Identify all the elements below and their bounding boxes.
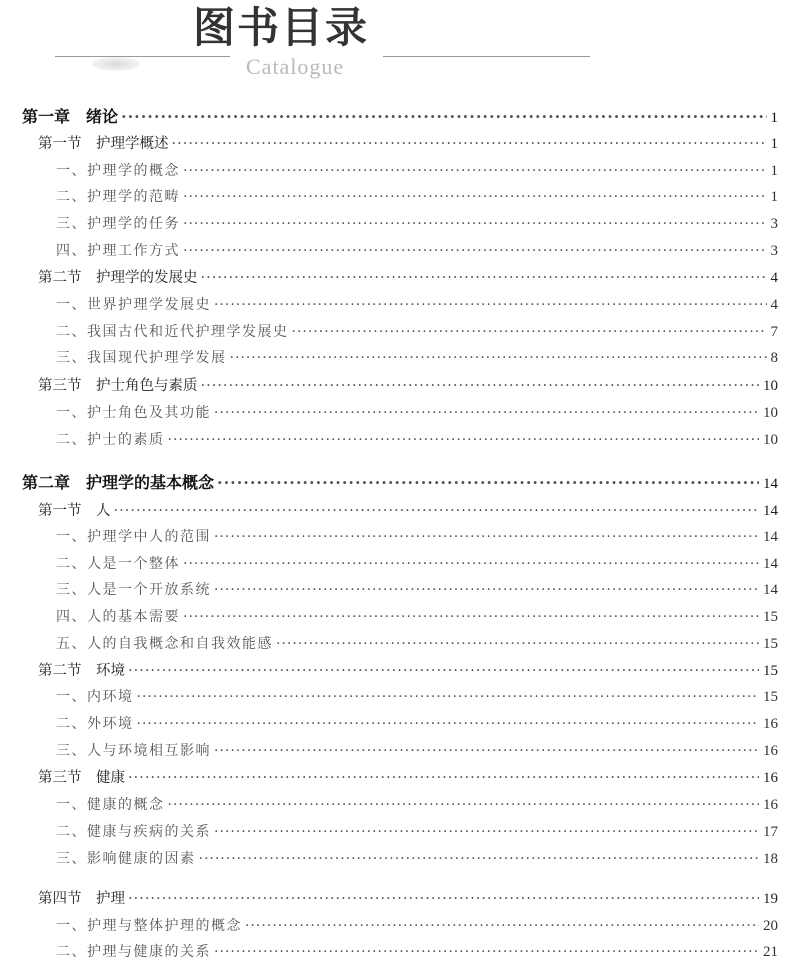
dot-leader (183, 240, 767, 262)
dot-leader (214, 526, 759, 548)
dot-leader (201, 267, 767, 289)
toc-item-row (56, 402, 778, 424)
toc-entry-title: 第四节 护理 (38, 891, 125, 907)
toc-entry-title: 二、我国古代和近代护理学发展史 (56, 324, 289, 340)
dot-leader (183, 553, 759, 575)
toc-page-number: 8 (770, 350, 778, 366)
dot-leader (214, 579, 759, 601)
toc-page-number: 7 (770, 324, 778, 340)
toc-page-number: 19 (763, 891, 778, 907)
toc-item-row (56, 294, 778, 316)
toc-section-row (38, 888, 778, 910)
dot-leader (128, 767, 759, 789)
toc-page-number: 3 (770, 216, 778, 232)
toc-page-number: 10 (763, 405, 778, 421)
catalogue-header (0, 0, 800, 100)
dot-leader (137, 686, 760, 708)
toc-page-number: 14 (763, 529, 778, 545)
toc-entry-title: 一、护理与整体护理的概念 (56, 918, 242, 934)
toc-entry-title: 二、健康与疾病的关系 (56, 824, 211, 840)
dot-leader (183, 213, 767, 235)
dot-leader (214, 294, 767, 316)
toc-item-row (56, 848, 778, 870)
toc-entry-title: 三、我国现代护理学发展 (56, 350, 227, 366)
toc-page-number: 1 (770, 189, 778, 205)
toc-entry-title: 第一章 绪论 (22, 107, 119, 126)
toc-entry-title: 一、内环境 (56, 689, 134, 705)
dot-leader (214, 402, 759, 424)
toc-page-number: 16 (763, 743, 778, 759)
toc-entry-title: 第一节 人 (38, 503, 111, 519)
dot-leader (168, 429, 760, 451)
toc-item-row (56, 579, 778, 601)
toc-page-number: 3 (770, 243, 778, 259)
dot-leader (128, 660, 759, 682)
dot-leader (217, 472, 759, 494)
toc-item-row (56, 713, 778, 735)
toc-entry-title: 四、人的基本需要 (56, 609, 180, 625)
toc-item-row (56, 321, 778, 343)
toc-item-row (56, 553, 778, 575)
toc-entry-title: 三、护理学的任务 (56, 216, 180, 232)
toc-item-row (56, 915, 778, 937)
dot-leader (230, 347, 767, 369)
toc-page-number: 16 (763, 716, 778, 732)
dot-leader (172, 133, 767, 155)
toc-entry-title: 二、护理学的范畴 (56, 189, 180, 205)
toc-section-row (38, 660, 778, 682)
toc-page-number: 18 (763, 851, 778, 867)
toc-entry-title: 二、护士的素质 (56, 432, 165, 448)
toc-entry-title: 二、护理与健康的关系 (56, 944, 211, 960)
toc-page-number: 1 (770, 110, 778, 126)
toc-item-row (56, 240, 778, 262)
toc-item-row (56, 941, 778, 963)
title-rule-right (383, 56, 590, 57)
toc-entry-title: 三、人是一个开放系统 (56, 582, 211, 598)
dot-leader (214, 821, 759, 843)
dot-leader (137, 713, 760, 735)
toc-item-row (56, 186, 778, 208)
toc-entry-title: 二、外环境 (56, 716, 134, 732)
toc-entry-title: 第二节 护理学的发展史 (38, 270, 198, 286)
decorative-shadow (92, 57, 140, 71)
toc-entry-title: 四、护理工作方式 (56, 243, 180, 259)
toc-page-number: 16 (763, 797, 778, 813)
toc-section-row (38, 500, 778, 522)
toc-item-row (56, 526, 778, 548)
toc-page-number: 16 (763, 770, 778, 786)
dot-leader (121, 106, 766, 128)
toc-page-number: 4 (770, 297, 778, 313)
toc-entry-title: 三、影响健康的因素 (56, 851, 196, 867)
toc-section-row (38, 133, 778, 155)
toc-item-row (56, 160, 778, 182)
toc-chapter-row (22, 472, 778, 494)
toc-entry-title: 三、人与环境相互影响 (56, 743, 211, 759)
toc-entry-title: 一、健康的概念 (56, 797, 165, 813)
page-title: 图书目录 (193, 3, 370, 52)
toc-item-row (56, 821, 778, 843)
toc-entry-title: 第一节 护理学概述 (38, 136, 169, 152)
toc-item-row (56, 606, 778, 628)
toc-page-number: 14 (763, 556, 778, 572)
title-rule-left (55, 56, 230, 57)
toc-page-number: 17 (763, 824, 778, 840)
dot-leader (276, 633, 759, 655)
toc-page-number: 21 (763, 944, 778, 960)
toc-entry-title: 第三节 健康 (38, 770, 125, 786)
toc-entry-title: 第二节 环境 (38, 663, 125, 679)
toc-item-row (56, 740, 778, 762)
toc-page-number: 15 (763, 663, 778, 679)
dot-leader (214, 740, 759, 762)
toc-entry-title: 二、人是一个整体 (56, 556, 180, 572)
dot-leader (183, 186, 767, 208)
toc-page-number: 15 (763, 689, 778, 705)
toc-entry-title: 一、护士角色及其功能 (56, 405, 211, 421)
toc-entry-title: 一、护理学中人的范围 (56, 529, 211, 545)
toc-chapter-row (22, 106, 778, 128)
dot-leader (199, 848, 760, 870)
toc-item-row (56, 794, 778, 816)
toc-entry-title: 一、护理学的概念 (56, 163, 180, 179)
toc-page-number: 4 (770, 270, 778, 286)
toc-section-row (38, 375, 778, 397)
toc-page-number: 15 (763, 609, 778, 625)
toc-page-number: 15 (763, 636, 778, 652)
page-subtitle: Catalogue (246, 54, 345, 79)
toc-page-number: 20 (763, 918, 778, 934)
dot-leader (183, 606, 759, 628)
toc-entry-title: 五、人的自我概念和自我效能感 (56, 636, 273, 652)
dot-leader (183, 160, 767, 182)
toc-page-number: 10 (763, 432, 778, 448)
dot-leader (201, 375, 760, 397)
toc-item-row (56, 213, 778, 235)
toc-item-row (56, 686, 778, 708)
toc-page-number: 14 (763, 476, 778, 492)
dot-leader (128, 888, 759, 910)
dot-leader (292, 321, 767, 343)
dot-leader (245, 915, 759, 937)
dot-leader (214, 941, 759, 963)
toc-page-number: 1 (770, 136, 778, 152)
toc-page-number: 1 (770, 163, 778, 179)
toc-page-number: 14 (763, 582, 778, 598)
toc-item-row (56, 633, 778, 655)
toc-entry-title: 一、世界护理学发展史 (56, 297, 211, 313)
toc-page-number: 14 (763, 503, 778, 519)
dot-leader (114, 500, 760, 522)
toc-entry-title: 第二章 护理学的基本概念 (22, 473, 215, 492)
toc-section-row (38, 767, 778, 789)
toc-item-row (56, 347, 778, 369)
toc-entry-title: 第三节 护士角色与素质 (38, 378, 198, 394)
toc-item-row (56, 429, 778, 451)
dot-leader (168, 794, 760, 816)
toc-page-number: 10 (763, 378, 778, 394)
toc-section-row (38, 267, 778, 289)
